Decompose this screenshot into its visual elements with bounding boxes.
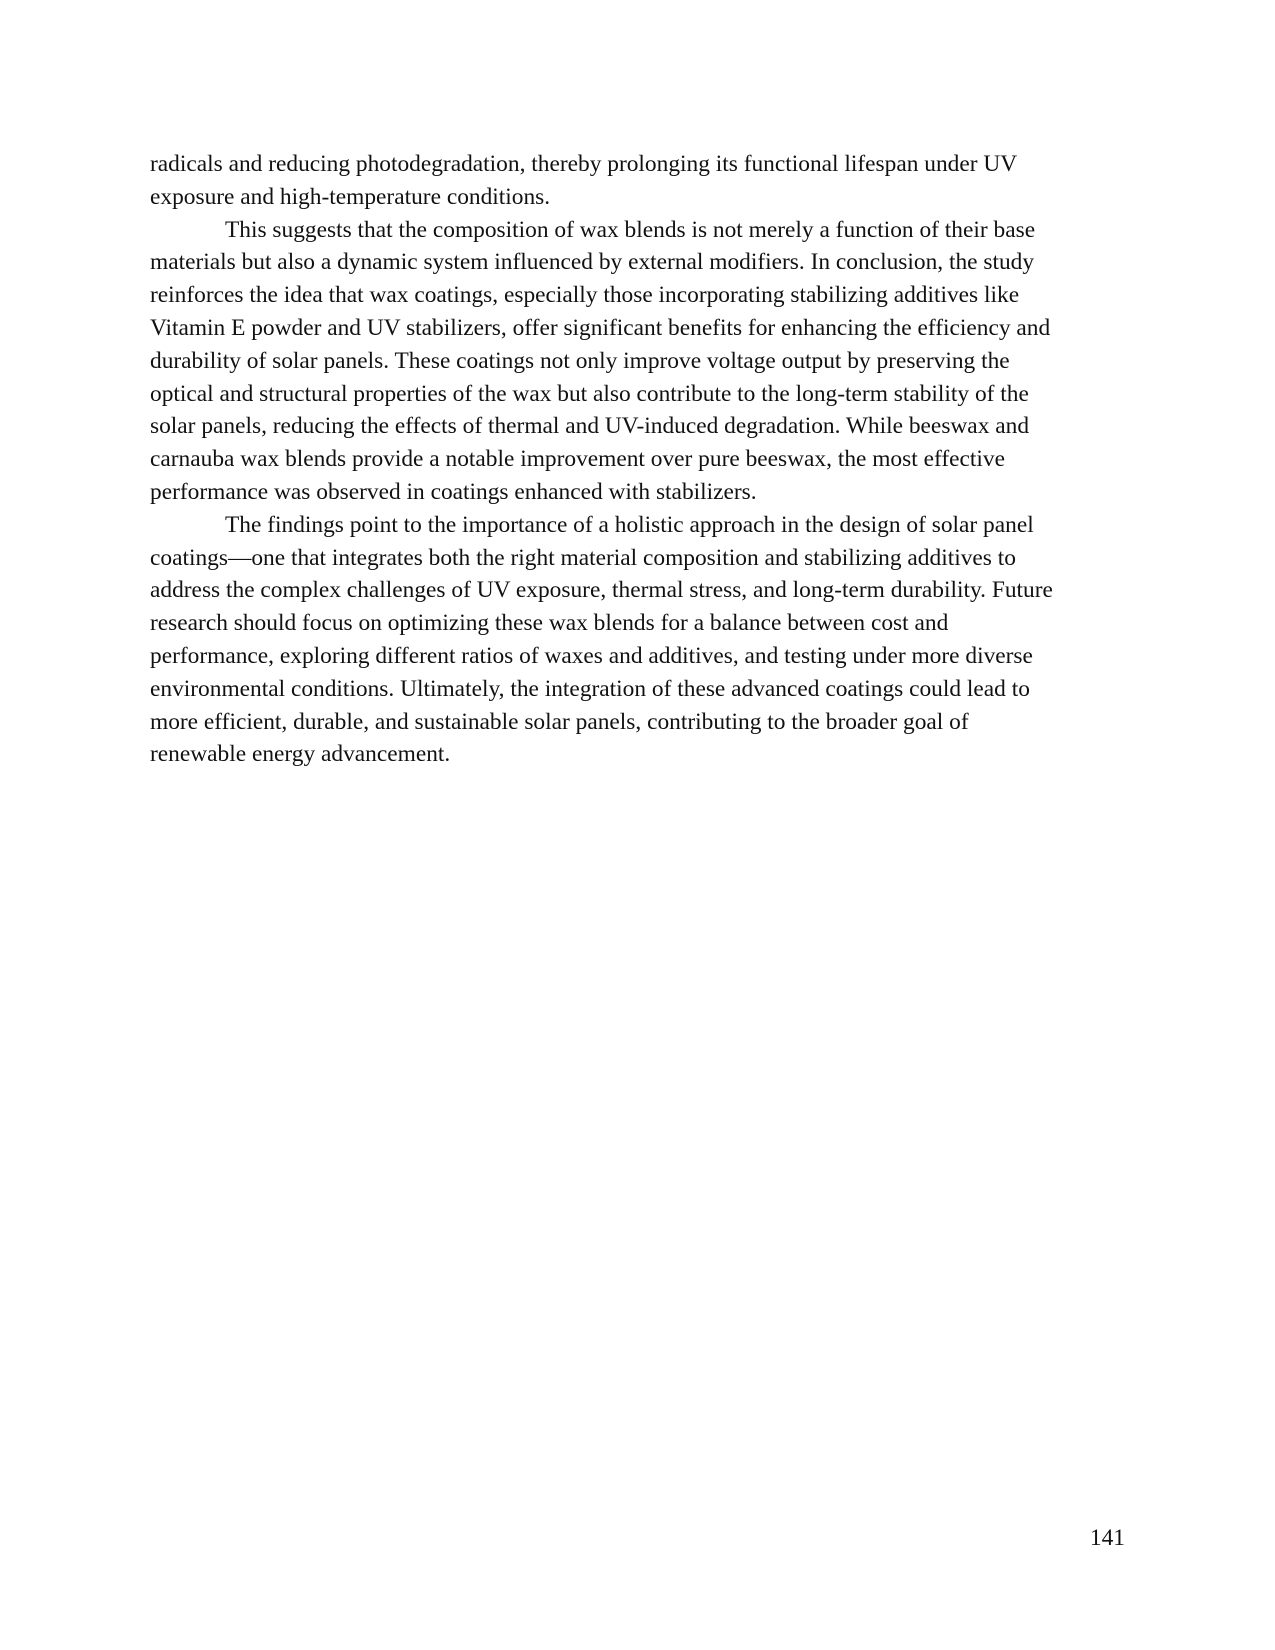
text-line: coatings—one that integrates both the right material composition and stabilizing additives to bbox=[150, 544, 1016, 571]
text-line: This suggests that the composition of wax blends is not merely a function of their base bbox=[225, 216, 1036, 243]
text-line: durability of solar panels. These coatings not only improve voltage output by preserving the bbox=[150, 347, 1010, 374]
text-line: environmental conditions. Ultimately, the integration of these advanced coatings could lead to bbox=[150, 675, 1030, 702]
paragraph-1 bbox=[150, 148, 1130, 214]
text-line: exposure and high-temperature conditions. bbox=[150, 183, 551, 210]
text-line: solar panels, reducing the effects of thermal and UV-induced degradation. While beeswax and bbox=[150, 413, 1030, 440]
text-line: The findings point to the importance of a holistic approach in the design of solar panel bbox=[225, 511, 1034, 538]
body-text bbox=[150, 148, 1130, 771]
text-line: reinforces the idea that wax coatings, especially those incorporating stabilizing additives like bbox=[150, 282, 1020, 309]
text-line: research should focus on optimizing these wax blends for a balance between cost and bbox=[150, 610, 949, 637]
text-line: more efficient, durable, and sustainable solar panels, contributing to the broader goal of bbox=[150, 708, 969, 735]
text-line: materials but also a dynamic system influenced by external modifiers. In conclusion, the study bbox=[150, 249, 1035, 276]
text-line: address the complex challenges of UV exposure, thermal stress, and long-term durability. Future bbox=[150, 577, 1053, 604]
paragraph-3 bbox=[150, 509, 1130, 771]
text-line: renewable energy advancement. bbox=[150, 741, 451, 768]
text-line: performance was observed in coatings enhanced with stabilizers. bbox=[150, 478, 757, 505]
text-line: optical and structural properties of the wax but also contribute to the long-term stability of the bbox=[150, 380, 1029, 407]
text-line: Vitamin E powder and UV stabilizers, offer significant benefits for enhancing the efficiency and bbox=[150, 314, 1051, 341]
text-line: radicals and reducing photodegradation, thereby prolonging its functional lifespan under UV bbox=[150, 151, 1018, 177]
page-number: 141 bbox=[1089, 1525, 1125, 1551]
text-line: carnauba wax blends provide a notable improvement over pure beeswax, the most effective bbox=[150, 446, 1005, 473]
text-line: performance, exploring different ratios of waxes and additives, and testing under more diverse bbox=[150, 642, 1033, 669]
paragraph-2 bbox=[150, 214, 1130, 509]
